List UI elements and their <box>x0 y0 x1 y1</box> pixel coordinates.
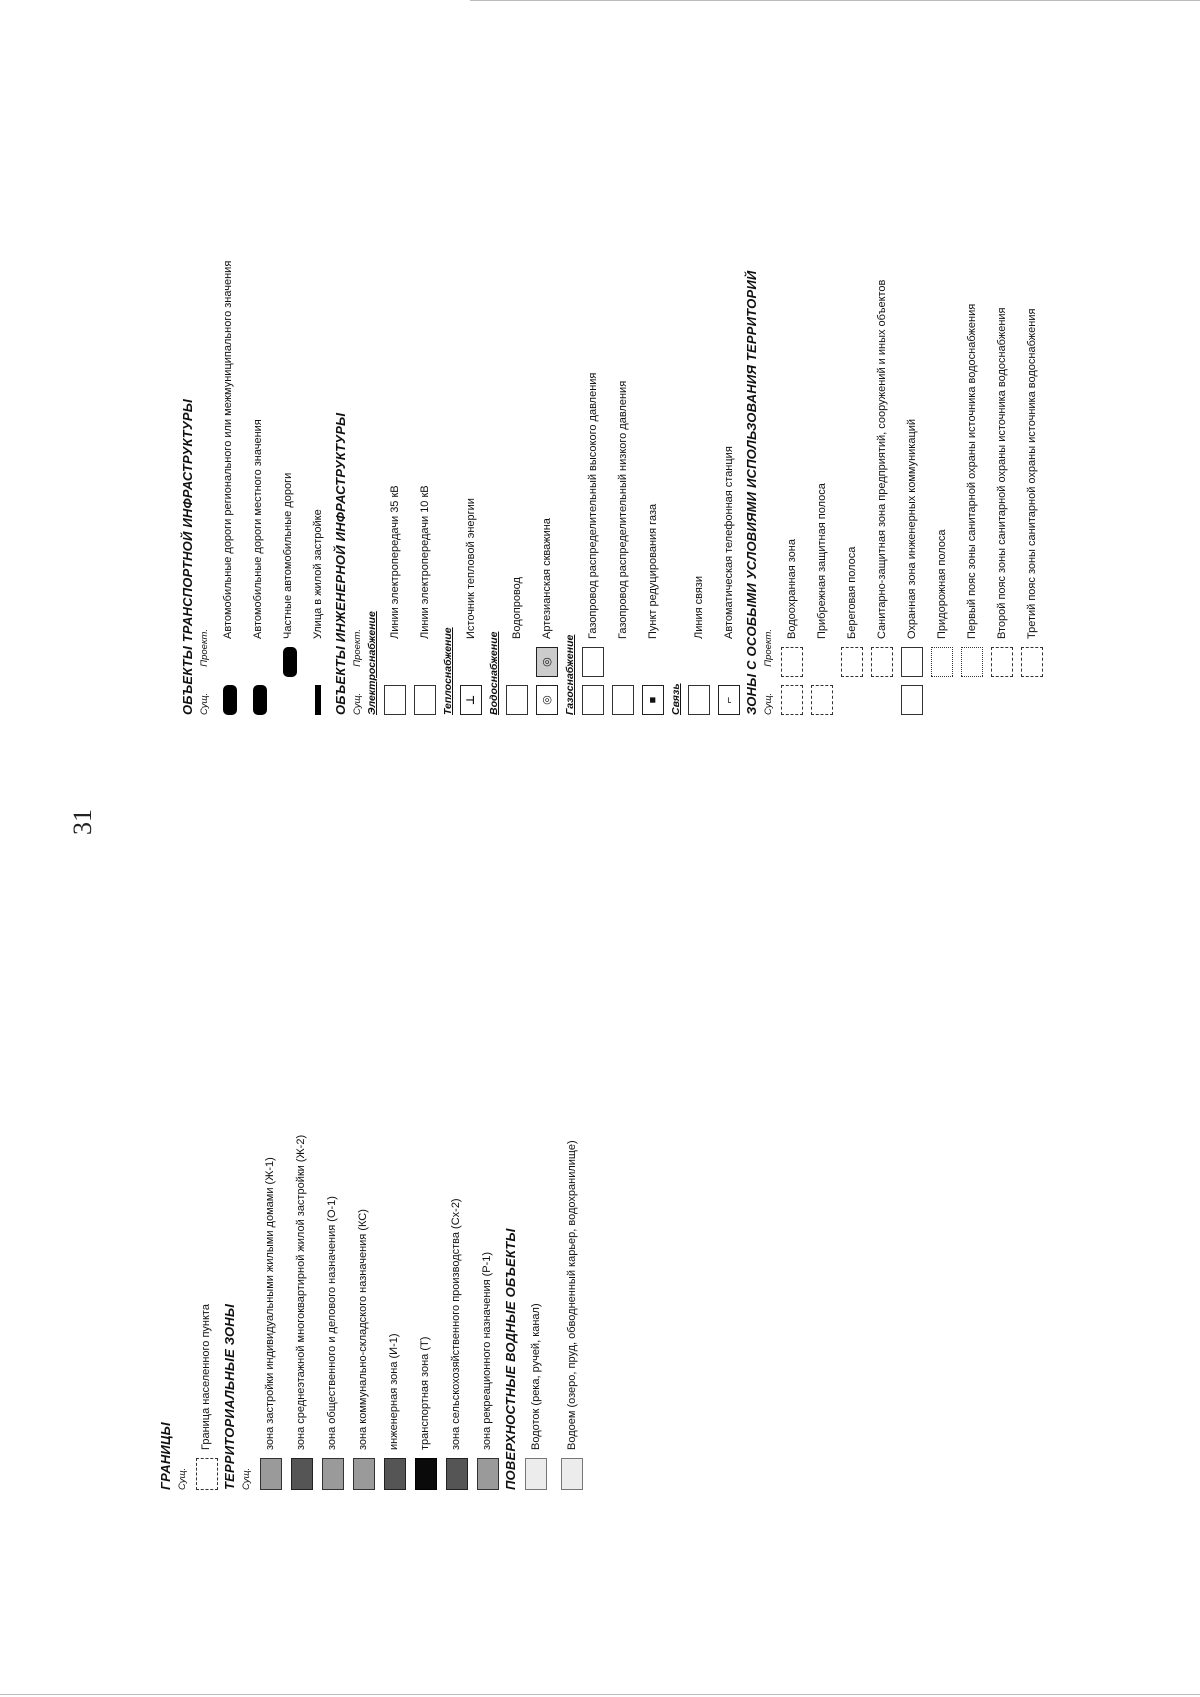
zone-swatch-t <box>415 1458 437 1490</box>
legend-label: Улица в жилой застройке <box>311 509 324 639</box>
utility-protection-zone-symbol <box>901 685 923 715</box>
legend-right-panel <box>180 25 1080 715</box>
legend-row <box>957 25 987 715</box>
legend-row <box>837 25 867 715</box>
engineering-title: ОБЪЕКТЫ ИНЖЕНЕРНОЙ ИНФРАСТРУКТУРЫ <box>333 412 348 715</box>
sanitary-belt-2-symbol <box>991 647 1013 677</box>
comm-subtitle: Связь <box>670 683 682 715</box>
legend-label: Автоматическая телефонная станция <box>722 446 735 639</box>
zone-swatch-i1 <box>384 1458 406 1490</box>
water-protection-zone-symbol <box>781 685 803 715</box>
legend-label: инженерная зона (И-1) <box>388 1333 401 1450</box>
legend-row <box>807 25 837 715</box>
sanitary-zone-symbol <box>871 647 893 677</box>
legend-row <box>714 25 744 715</box>
transport-col-head <box>199 25 210 715</box>
legend-label: Автомобильные дороги регионального или межмуниципального значения <box>221 260 234 639</box>
legend-label: Линия связи <box>692 576 705 639</box>
territorial-zones-title: ТЕРРИТОРИАЛЬНЫЕ ЗОНЫ <box>222 1303 237 1490</box>
zone-swatch-sx2 <box>446 1458 468 1490</box>
roadside-strip-symbol <box>931 647 953 677</box>
col-project-label: Проект. <box>352 628 363 667</box>
col-existing-label: Сущ. <box>241 1467 252 1490</box>
legend-label: Частные автомобильные дороги <box>281 472 294 639</box>
gas-subtitle: Газоснабжение <box>564 634 576 715</box>
legend-label: Второй пояс зоны санитарной охраны источника водоснабжения <box>995 307 1008 639</box>
legend-label: зона среднеэтажной многоквартирной жилой застройки (Ж-2) <box>295 1134 308 1450</box>
legend-row <box>243 25 273 715</box>
legend-row <box>927 25 957 715</box>
sanitary-belt-3-symbol <box>1021 647 1043 677</box>
heat-subtitle: Теплоснабжение <box>442 627 454 715</box>
col-project-label: Проект. <box>763 628 774 667</box>
legend-label: зона рекреационного назначения (Р-1) <box>481 1251 494 1450</box>
telephone-station-icon: ⌐ <box>718 685 740 715</box>
comm-line-symbol <box>688 685 710 715</box>
legend-label: зона коммунально-складского назначения (КС) <box>357 1209 370 1450</box>
special-zones-col-head <box>763 25 774 715</box>
legend-label: Первый пояс зоны санитарной охраны источника водоснабжения <box>965 303 978 639</box>
legend-row <box>502 25 532 715</box>
heat-source-icon: ⊥ <box>460 685 482 715</box>
water-protection-zone-project-symbol <box>781 647 803 677</box>
legend-label: зона сельскохозяйственного производства (Сх-2) <box>450 1198 463 1450</box>
legend-row <box>213 25 243 715</box>
legend-row <box>987 25 1017 715</box>
legend-label: Водоток (река, ручей, канал) <box>529 1303 542 1450</box>
artesian-well-project-icon: ◎ <box>536 647 558 677</box>
legend-label: Источник тепловой энергии <box>464 498 477 639</box>
power-line-10-symbol <box>414 685 436 715</box>
sanitary-belt-1-symbol <box>961 647 983 677</box>
legend-label: зона застройки индивидуальными жилыми домами (Ж-1) <box>264 1157 277 1450</box>
settlement-boundary-symbol <box>196 1458 218 1490</box>
zone-swatch-o1 <box>322 1458 344 1490</box>
legend-label: Автомобильные дороги местного значения <box>251 419 264 639</box>
legend-label: Линии электропередачи 35 кВ <box>388 485 401 639</box>
boundaries-title: ГРАНИЦЫ <box>158 1422 173 1490</box>
legend-label: зона общественного и делового назначения (О-1) <box>326 1196 339 1450</box>
legend-row <box>777 25 807 715</box>
zone-swatch-r1 <box>477 1458 499 1490</box>
legend-label: Санитарно-защитная зона предприятий, сооружений и иных объектов <box>875 279 888 639</box>
legend-label: Граница населенного пункта <box>200 1304 213 1450</box>
artesian-well-icon: ◎ <box>536 685 558 715</box>
legend-row <box>867 25 897 715</box>
legend-row <box>638 25 668 715</box>
legend-label: Газопровод распределительный высокого давления <box>586 372 599 639</box>
legend-row <box>897 25 927 715</box>
zone-swatch-zh2 <box>291 1458 313 1490</box>
zone-swatch-zh1 <box>260 1458 282 1490</box>
legend-label: Прибрежная защитная полоса <box>815 483 828 639</box>
legend-row <box>380 25 410 715</box>
legend-label: Артезианская скважина <box>540 518 553 639</box>
legend-row <box>303 25 333 715</box>
legend-label: Придорожная полоса <box>935 529 948 639</box>
gas-reduction-point-icon: ■ <box>642 685 664 715</box>
watercourse-swatch <box>525 1458 547 1490</box>
waterbody-swatch <box>561 1458 583 1490</box>
zone-swatch-ks <box>353 1458 375 1490</box>
legend-label: транспортная зона (Т) <box>419 1336 432 1450</box>
col-existing-label: Сущ. <box>763 692 774 715</box>
regional-road-symbol <box>223 685 237 715</box>
water-objects-title: ПОВЕРХНОСТНЫЕ ВОДНЫЕ ОБЪЕКТЫ <box>503 1228 518 1490</box>
water-pipe-symbol <box>506 685 528 715</box>
coastal-protection-strip-symbol <box>811 685 833 715</box>
legend-label: Водопровод <box>510 577 523 639</box>
col-existing-label: Сущ. <box>352 692 363 715</box>
water-subtitle: Водоснабжение <box>488 631 500 715</box>
shore-strip-symbol <box>841 647 863 677</box>
legend-row <box>608 25 638 715</box>
engineering-col-head <box>352 25 363 715</box>
legend-row <box>410 25 440 715</box>
legend-row <box>532 25 562 715</box>
scan-edge-bottom <box>0 1694 1200 1695</box>
local-road-symbol <box>253 685 267 715</box>
legend-label: Пункт редуцирования газа <box>646 503 659 639</box>
legend-row <box>1017 25 1047 715</box>
legend-row <box>684 25 714 715</box>
col-existing-label: Сущ. <box>199 692 210 715</box>
legend-row <box>273 25 303 715</box>
legend-label: Охранная зона инженерных коммуникаций <box>905 418 918 639</box>
utility-protection-zone-project-symbol <box>901 647 923 677</box>
gas-high-pressure-project-symbol <box>582 647 604 677</box>
legend-label: Третий пояс зоны санитарной охраны источника водоснабжения <box>1025 308 1038 639</box>
legend-label: Водоем (озеро, пруд, обводненный карьер, водохранилище) <box>565 1140 578 1450</box>
scan-edge-top <box>470 0 1200 1</box>
legend-label: Линии электропередачи 10 кВ <box>418 485 431 639</box>
gas-low-pressure-symbol <box>612 685 634 715</box>
power-subtitle: Электроснабжение <box>366 611 378 715</box>
residential-street-symbol <box>315 685 321 715</box>
page-number: 31 <box>68 809 97 835</box>
gas-high-pressure-symbol <box>582 685 604 715</box>
special-zones-title: ЗОНЫ С ОСОБЫМИ УСЛОВИЯМИ ИСПОЛЬЗОВАНИЯ ТЕРРИТОРИЙ <box>744 270 759 715</box>
legend-label: Водоохранная зона <box>785 539 798 639</box>
transport-title: ОБЪЕКТЫ ТРАНСПОРТНОЙ ИНФРАСТРУКТУРЫ <box>180 398 195 715</box>
power-line-35-symbol <box>384 685 406 715</box>
legend-row <box>456 25 486 715</box>
legend-row <box>578 25 608 715</box>
legend-label: Газопровод распределительный низкого давления <box>616 380 629 639</box>
col-project-label: Проект. <box>199 628 210 667</box>
legend-label: Береговая полоса <box>845 546 858 639</box>
col-existing-label: Сущ. <box>177 1467 188 1490</box>
private-road-symbol <box>283 647 297 677</box>
